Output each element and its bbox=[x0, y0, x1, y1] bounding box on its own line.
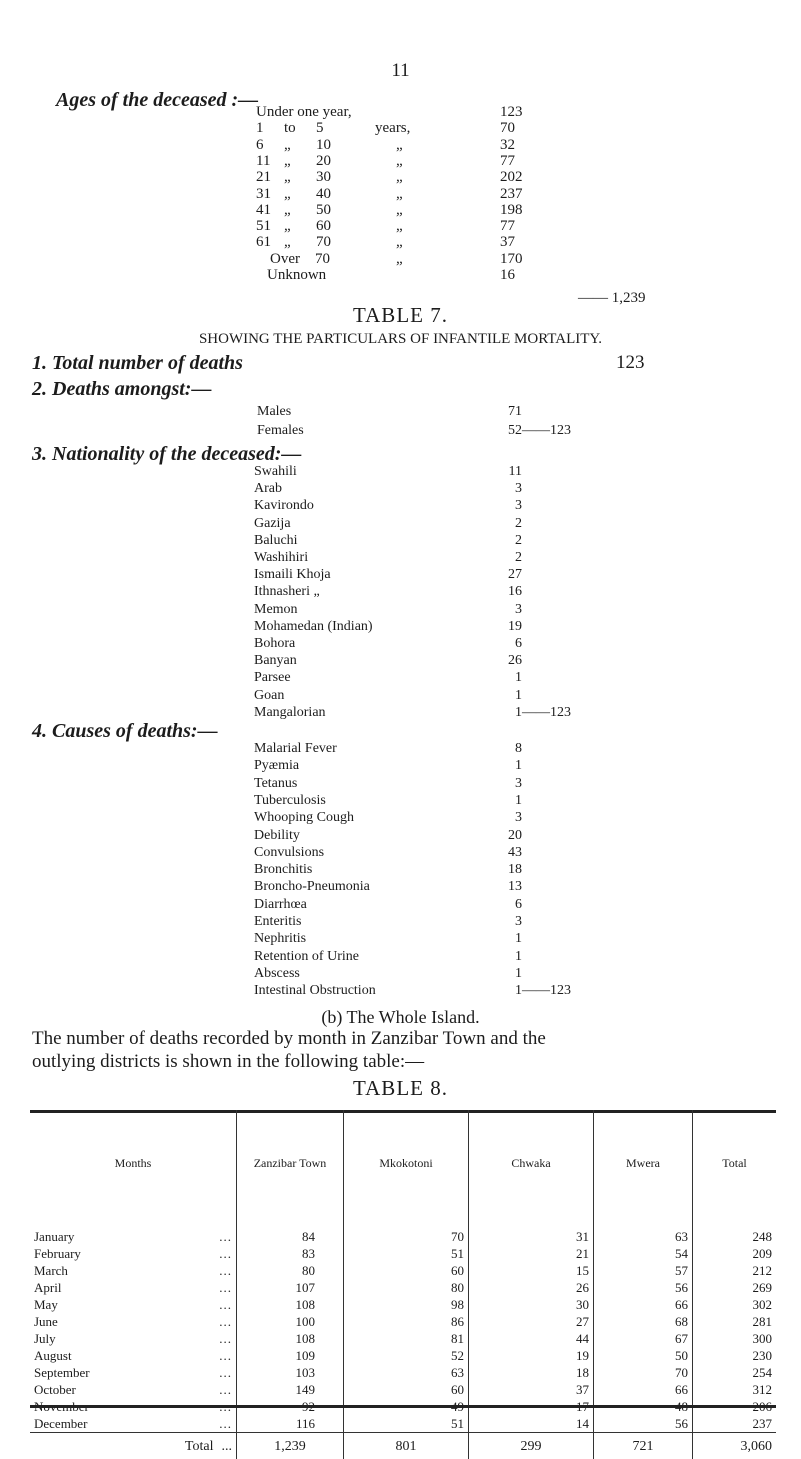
list-item bbox=[0, 619, 801, 636]
list-item bbox=[0, 481, 801, 498]
list-item bbox=[0, 966, 801, 983]
age-range-from: 51 bbox=[256, 218, 271, 235]
item-value: 18 bbox=[508, 862, 522, 878]
item-label: Malarial Fever bbox=[254, 741, 337, 757]
age-range-from: Over bbox=[270, 251, 300, 268]
month-name: August bbox=[34, 1348, 72, 1363]
value-cell: 80 bbox=[237, 1262, 344, 1279]
item-label: Washihiri bbox=[254, 550, 308, 566]
item-label: Goan bbox=[254, 688, 284, 704]
age-range-unit: „ bbox=[396, 234, 403, 251]
table-row bbox=[30, 1245, 776, 1262]
item-label: Abscess bbox=[254, 966, 300, 982]
ages-total: —— 1,239 bbox=[578, 290, 646, 307]
header-mwera: Mwera bbox=[594, 1110, 693, 1216]
value-cell: 18 bbox=[469, 1364, 594, 1381]
item-label: Tuberculosis bbox=[254, 793, 326, 809]
age-range-from: 11 bbox=[256, 153, 270, 170]
age-row bbox=[0, 234, 801, 252]
leader-dots: ... bbox=[219, 1347, 232, 1364]
item-value: 11 bbox=[509, 464, 522, 480]
age-range-sep: „ bbox=[284, 153, 291, 170]
age-range-sep: „ bbox=[284, 186, 291, 203]
value-cell: 281 bbox=[693, 1313, 777, 1330]
item-value: 16 bbox=[508, 584, 522, 600]
month-name: October bbox=[34, 1382, 76, 1397]
value-cell: 26 bbox=[469, 1279, 594, 1296]
paragraph-line-2: outlying districts is shown in the following table:— bbox=[32, 1051, 424, 1073]
item-label: Mohamedan (Indian) bbox=[254, 619, 373, 635]
total-value-cell: 3,060 bbox=[693, 1433, 777, 1459]
item-value: 1 bbox=[515, 983, 522, 999]
item-value: 52 bbox=[508, 423, 522, 439]
item-label: Baluchi bbox=[254, 533, 298, 549]
value-cell: 52 bbox=[344, 1347, 469, 1364]
age-count: 237 bbox=[500, 186, 523, 203]
item-value: 1 bbox=[515, 670, 522, 686]
value-cell: 51 bbox=[344, 1245, 469, 1262]
age-range-from: 1 bbox=[256, 120, 264, 137]
value-cell: 109 bbox=[237, 1347, 344, 1364]
table8-total-row bbox=[30, 1433, 776, 1459]
item-label: Mangalorian bbox=[254, 705, 326, 721]
age-range-label: Under one year, bbox=[256, 104, 352, 121]
table-row bbox=[30, 1415, 776, 1433]
item-value: 2 bbox=[515, 533, 522, 549]
value-cell: 80 bbox=[344, 1279, 469, 1296]
age-range-to: 70 bbox=[316, 234, 331, 251]
age-row bbox=[0, 137, 801, 155]
age-range-unit: „ bbox=[396, 202, 403, 219]
item-label: Convulsions bbox=[254, 845, 324, 861]
value-cell: 15 bbox=[469, 1262, 594, 1279]
leader-dots: ... bbox=[219, 1364, 232, 1381]
list-item bbox=[0, 776, 801, 793]
list-item bbox=[0, 636, 801, 653]
age-range-unit: years, bbox=[375, 120, 410, 137]
month-cell bbox=[30, 1228, 237, 1245]
list-item bbox=[0, 862, 801, 879]
table-row bbox=[30, 1330, 776, 1347]
value-cell: 66 bbox=[594, 1381, 693, 1398]
header-months: Months bbox=[30, 1110, 237, 1216]
age-count: 170 bbox=[500, 251, 523, 268]
item-value: 19 bbox=[508, 619, 522, 635]
age-count: 198 bbox=[500, 202, 523, 219]
item-label: Diarrhœa bbox=[254, 897, 307, 913]
item-total: ——123 bbox=[522, 983, 571, 999]
value-cell: 108 bbox=[237, 1296, 344, 1313]
leader-dots: ... bbox=[219, 1415, 232, 1432]
age-range-sep: „ bbox=[284, 169, 291, 186]
item-label: Bohora bbox=[254, 636, 295, 652]
value-cell: 103 bbox=[237, 1364, 344, 1381]
table-row bbox=[30, 1313, 776, 1330]
table-row bbox=[30, 1364, 776, 1381]
age-range-to: 20 bbox=[316, 153, 331, 170]
age-row bbox=[0, 218, 801, 236]
value-cell: 68 bbox=[594, 1313, 693, 1330]
list-item bbox=[0, 810, 801, 827]
header-mkokotoni: Mkokotoni bbox=[344, 1110, 469, 1216]
month-name: September bbox=[34, 1365, 90, 1380]
value-cell: 300 bbox=[693, 1330, 777, 1347]
item-value: 71 bbox=[508, 404, 522, 420]
age-range-from: 31 bbox=[256, 186, 271, 203]
list-item bbox=[0, 404, 801, 421]
month-name: January bbox=[34, 1229, 74, 1244]
list-item bbox=[0, 983, 801, 1000]
age-range-from: 41 bbox=[256, 202, 271, 219]
item-label: Broncho-Pneumonia bbox=[254, 879, 370, 895]
spacer-cell bbox=[469, 1216, 594, 1228]
age-count: 70 bbox=[500, 120, 515, 137]
age-count: 32 bbox=[500, 137, 515, 154]
causes-label: 4. Causes of deaths:— bbox=[32, 720, 218, 743]
list-item bbox=[0, 758, 801, 775]
value-cell: 230 bbox=[693, 1347, 777, 1364]
value-cell: 63 bbox=[594, 1228, 693, 1245]
leader-dots: ... bbox=[219, 1296, 232, 1313]
value-cell: 86 bbox=[344, 1313, 469, 1330]
item-value: 3 bbox=[515, 776, 522, 792]
spacer-cell bbox=[237, 1216, 344, 1228]
age-range-unit: „ bbox=[396, 169, 403, 186]
value-cell: 100 bbox=[237, 1313, 344, 1330]
item-value: 2 bbox=[515, 516, 522, 532]
deaths-amongst-label: 2. Deaths amongst:— bbox=[32, 378, 211, 401]
list-item bbox=[0, 845, 801, 862]
item-label: Parsee bbox=[254, 670, 291, 686]
month-cell bbox=[30, 1381, 237, 1398]
item-value: 1 bbox=[515, 705, 522, 721]
age-count: 16 bbox=[500, 267, 515, 284]
table-row bbox=[30, 1381, 776, 1398]
age-range-sep: „ bbox=[284, 137, 291, 154]
age-range-unit: „ bbox=[396, 186, 403, 203]
total-label: Total bbox=[185, 1439, 214, 1454]
list-item bbox=[0, 464, 801, 481]
age-count: 123 bbox=[500, 104, 523, 121]
age-range-from: 21 bbox=[256, 169, 271, 186]
value-cell: 212 bbox=[693, 1262, 777, 1279]
spacer-cell bbox=[344, 1216, 469, 1228]
table7-title: TABLE 7. bbox=[0, 303, 801, 328]
value-cell: 56 bbox=[594, 1279, 693, 1296]
item-label: Ithnasheri „ bbox=[254, 584, 320, 600]
leader-dots: ... bbox=[219, 1279, 232, 1296]
age-range-from: 61 bbox=[256, 234, 271, 251]
age-range-sep: „ bbox=[284, 218, 291, 235]
value-cell: 248 bbox=[693, 1228, 777, 1245]
item-value: 6 bbox=[515, 897, 522, 913]
value-cell: 108 bbox=[237, 1330, 344, 1347]
age-count: 202 bbox=[500, 169, 523, 186]
age-range-unit: „ bbox=[396, 137, 403, 154]
value-cell: 83 bbox=[237, 1245, 344, 1262]
month-cell bbox=[30, 1279, 237, 1296]
table8-bottom-rule bbox=[30, 1405, 776, 1408]
item-label: Females bbox=[257, 423, 304, 439]
value-cell: 31 bbox=[469, 1228, 594, 1245]
spacer-cell bbox=[594, 1216, 693, 1228]
item-label: Banyan bbox=[254, 653, 297, 669]
list-item bbox=[0, 584, 801, 601]
leader-dots: ... bbox=[219, 1313, 232, 1330]
item-label: Gazija bbox=[254, 516, 291, 532]
month-cell bbox=[30, 1330, 237, 1347]
item-label: Swahili bbox=[254, 464, 297, 480]
month-name: March bbox=[34, 1263, 68, 1278]
list-item bbox=[0, 550, 801, 567]
value-cell: 27 bbox=[469, 1313, 594, 1330]
age-range-to: 60 bbox=[316, 218, 331, 235]
value-cell: 51 bbox=[344, 1415, 469, 1433]
item-label: Retention of Urine bbox=[254, 949, 359, 965]
age-row bbox=[0, 186, 801, 204]
item-value: 1 bbox=[515, 949, 522, 965]
age-range-to: 30 bbox=[316, 169, 331, 186]
paragraph-line-1: The number of deaths recorded by month in Zanzibar Town and the bbox=[32, 1028, 546, 1050]
item-label: Whooping Cough bbox=[254, 810, 354, 826]
value-cell: 56 bbox=[594, 1415, 693, 1433]
value-cell: 84 bbox=[237, 1228, 344, 1245]
age-range-from: 6 bbox=[256, 137, 264, 154]
value-cell: 269 bbox=[693, 1279, 777, 1296]
month-name: December bbox=[34, 1416, 87, 1431]
item-value: 2 bbox=[515, 550, 522, 566]
value-cell: 237 bbox=[693, 1415, 777, 1433]
month-cell bbox=[30, 1296, 237, 1313]
list-item bbox=[0, 533, 801, 550]
item-label: Debility bbox=[254, 828, 300, 844]
leader-dots: ... bbox=[219, 1381, 232, 1398]
month-cell bbox=[30, 1364, 237, 1381]
item-value: 43 bbox=[508, 845, 522, 861]
value-cell: 44 bbox=[469, 1330, 594, 1347]
value-cell: 21 bbox=[469, 1245, 594, 1262]
value-cell: 98 bbox=[344, 1296, 469, 1313]
value-cell: 70 bbox=[344, 1228, 469, 1245]
item-value: 8 bbox=[515, 741, 522, 757]
list-item bbox=[0, 516, 801, 533]
value-cell: 149 bbox=[237, 1381, 344, 1398]
table7-subtitle: SHOWING THE PARTICULARS OF INFANTILE MORTALITY. bbox=[0, 331, 801, 348]
item-label: Memon bbox=[254, 602, 298, 618]
header-zanzibar-town: Zanzibar Town bbox=[237, 1110, 344, 1216]
value-cell: 14 bbox=[469, 1415, 594, 1433]
list-item bbox=[0, 897, 801, 914]
value-cell: 57 bbox=[594, 1262, 693, 1279]
item-value: 1 bbox=[515, 688, 522, 704]
age-count: 77 bbox=[500, 218, 515, 235]
age-range-to: 10 bbox=[316, 137, 331, 154]
list-item bbox=[0, 879, 801, 896]
age-range-sep: to bbox=[284, 120, 296, 137]
list-item bbox=[0, 931, 801, 948]
ages-heading: Ages of the deceased :— bbox=[56, 89, 258, 112]
total-deaths-value: 123 bbox=[616, 352, 645, 374]
total-label-cell bbox=[30, 1433, 237, 1459]
month-cell bbox=[30, 1347, 237, 1364]
age-range-unit: „ bbox=[396, 218, 403, 235]
list-item bbox=[0, 741, 801, 758]
total-deaths-label: 1. Total number of deaths bbox=[32, 352, 243, 375]
spacer-cell bbox=[693, 1216, 777, 1228]
age-row bbox=[0, 120, 801, 138]
item-label: Pyæmia bbox=[254, 758, 299, 774]
value-cell: 81 bbox=[344, 1330, 469, 1347]
header-chwaka: Chwaka bbox=[469, 1110, 594, 1216]
item-value: 20 bbox=[508, 828, 522, 844]
item-value: 6 bbox=[515, 636, 522, 652]
age-range-unit: „ bbox=[396, 153, 403, 170]
item-value: 3 bbox=[515, 810, 522, 826]
total-value-cell: 721 bbox=[594, 1433, 693, 1459]
age-range-to: 70 bbox=[315, 251, 330, 268]
item-label: Kavirondo bbox=[254, 498, 314, 514]
age-count: 37 bbox=[500, 234, 515, 251]
value-cell: 312 bbox=[693, 1381, 777, 1398]
month-name: April bbox=[34, 1280, 61, 1295]
item-value: 13 bbox=[508, 879, 522, 895]
item-total: ——123 bbox=[522, 705, 571, 721]
list-item bbox=[0, 949, 801, 966]
value-cell: 302 bbox=[693, 1296, 777, 1313]
month-cell bbox=[30, 1245, 237, 1262]
month-cell bbox=[30, 1313, 237, 1330]
value-cell: 70 bbox=[594, 1364, 693, 1381]
item-value: 1 bbox=[515, 966, 522, 982]
total-value-cell: 1,239 bbox=[237, 1433, 344, 1459]
age-range-label: Unknown bbox=[267, 267, 326, 284]
leader-dots: ... bbox=[219, 1262, 232, 1279]
item-label: Nephritis bbox=[254, 931, 306, 947]
age-range-to: 5 bbox=[316, 120, 324, 137]
age-range-sep: „ bbox=[284, 202, 291, 219]
item-label: Intestinal Obstruction bbox=[254, 983, 376, 999]
item-value: 3 bbox=[515, 498, 522, 514]
month-name: July bbox=[34, 1331, 56, 1346]
item-value: 1 bbox=[515, 793, 522, 809]
item-label: Ismaili Khoja bbox=[254, 567, 331, 583]
age-row bbox=[0, 169, 801, 187]
table-row bbox=[30, 1296, 776, 1313]
list-item bbox=[0, 793, 801, 810]
age-row bbox=[0, 267, 801, 285]
section-b-heading: (b) The Whole Island. bbox=[0, 1007, 801, 1028]
list-item bbox=[0, 653, 801, 670]
table8-header-row bbox=[30, 1110, 776, 1216]
spacer-cell bbox=[30, 1216, 237, 1228]
month-name: June bbox=[34, 1314, 58, 1329]
item-value: 1 bbox=[515, 758, 522, 774]
list-item bbox=[0, 688, 801, 705]
age-count: 77 bbox=[500, 153, 515, 170]
item-label: Males bbox=[257, 404, 291, 420]
header-total: Total bbox=[693, 1110, 777, 1216]
leader-dots: ... bbox=[222, 1439, 233, 1454]
value-cell: 54 bbox=[594, 1245, 693, 1262]
table-row bbox=[30, 1347, 776, 1364]
table-row bbox=[30, 1279, 776, 1296]
item-value: 1 bbox=[515, 931, 522, 947]
leader-dots: ... bbox=[219, 1228, 232, 1245]
table8-title: TABLE 8. bbox=[0, 1076, 801, 1101]
item-value: 26 bbox=[508, 653, 522, 669]
nationality-label: 3. Nationality of the deceased:— bbox=[32, 443, 301, 466]
value-cell: 67 bbox=[594, 1330, 693, 1347]
list-item bbox=[0, 423, 801, 440]
item-label: Arab bbox=[254, 481, 282, 497]
age-range-unit: „ bbox=[396, 251, 403, 268]
item-total: ——123 bbox=[522, 423, 571, 439]
list-item bbox=[0, 828, 801, 845]
month-name: May bbox=[34, 1297, 58, 1312]
table-row bbox=[30, 1228, 776, 1245]
month-name: February bbox=[34, 1246, 81, 1261]
month-cell bbox=[30, 1262, 237, 1279]
value-cell: 254 bbox=[693, 1364, 777, 1381]
value-cell: 107 bbox=[237, 1279, 344, 1296]
value-cell: 30 bbox=[469, 1296, 594, 1313]
value-cell: 60 bbox=[344, 1381, 469, 1398]
item-value: 3 bbox=[515, 914, 522, 930]
age-range-to: 50 bbox=[316, 202, 331, 219]
value-cell: 37 bbox=[469, 1381, 594, 1398]
age-row bbox=[0, 104, 801, 122]
value-cell: 66 bbox=[594, 1296, 693, 1313]
value-cell: 63 bbox=[344, 1364, 469, 1381]
month-cell bbox=[30, 1415, 237, 1433]
list-item bbox=[0, 914, 801, 931]
item-label: Bronchitis bbox=[254, 862, 312, 878]
age-row bbox=[0, 202, 801, 220]
value-cell: 116 bbox=[237, 1415, 344, 1433]
leader-dots: ... bbox=[219, 1245, 232, 1262]
total-value-cell: 801 bbox=[344, 1433, 469, 1459]
age-range-sep: „ bbox=[284, 234, 291, 251]
value-cell: 60 bbox=[344, 1262, 469, 1279]
list-item bbox=[0, 567, 801, 584]
age-row bbox=[0, 251, 801, 269]
item-label: Tetanus bbox=[254, 776, 297, 792]
list-item bbox=[0, 498, 801, 515]
value-cell: 50 bbox=[594, 1347, 693, 1364]
age-range-to: 40 bbox=[316, 186, 331, 203]
item-value: 3 bbox=[515, 602, 522, 618]
list-item bbox=[0, 602, 801, 619]
item-value: 27 bbox=[508, 567, 522, 583]
table8-spacer-row bbox=[30, 1216, 776, 1228]
list-item bbox=[0, 670, 801, 687]
total-value-cell: 299 bbox=[469, 1433, 594, 1459]
age-row bbox=[0, 153, 801, 171]
item-value: 3 bbox=[515, 481, 522, 497]
item-label: Enteritis bbox=[254, 914, 301, 930]
leader-dots: ... bbox=[219, 1330, 232, 1347]
value-cell: 209 bbox=[693, 1245, 777, 1262]
page-number: 11 bbox=[0, 60, 801, 82]
table-row bbox=[30, 1262, 776, 1279]
value-cell: 19 bbox=[469, 1347, 594, 1364]
